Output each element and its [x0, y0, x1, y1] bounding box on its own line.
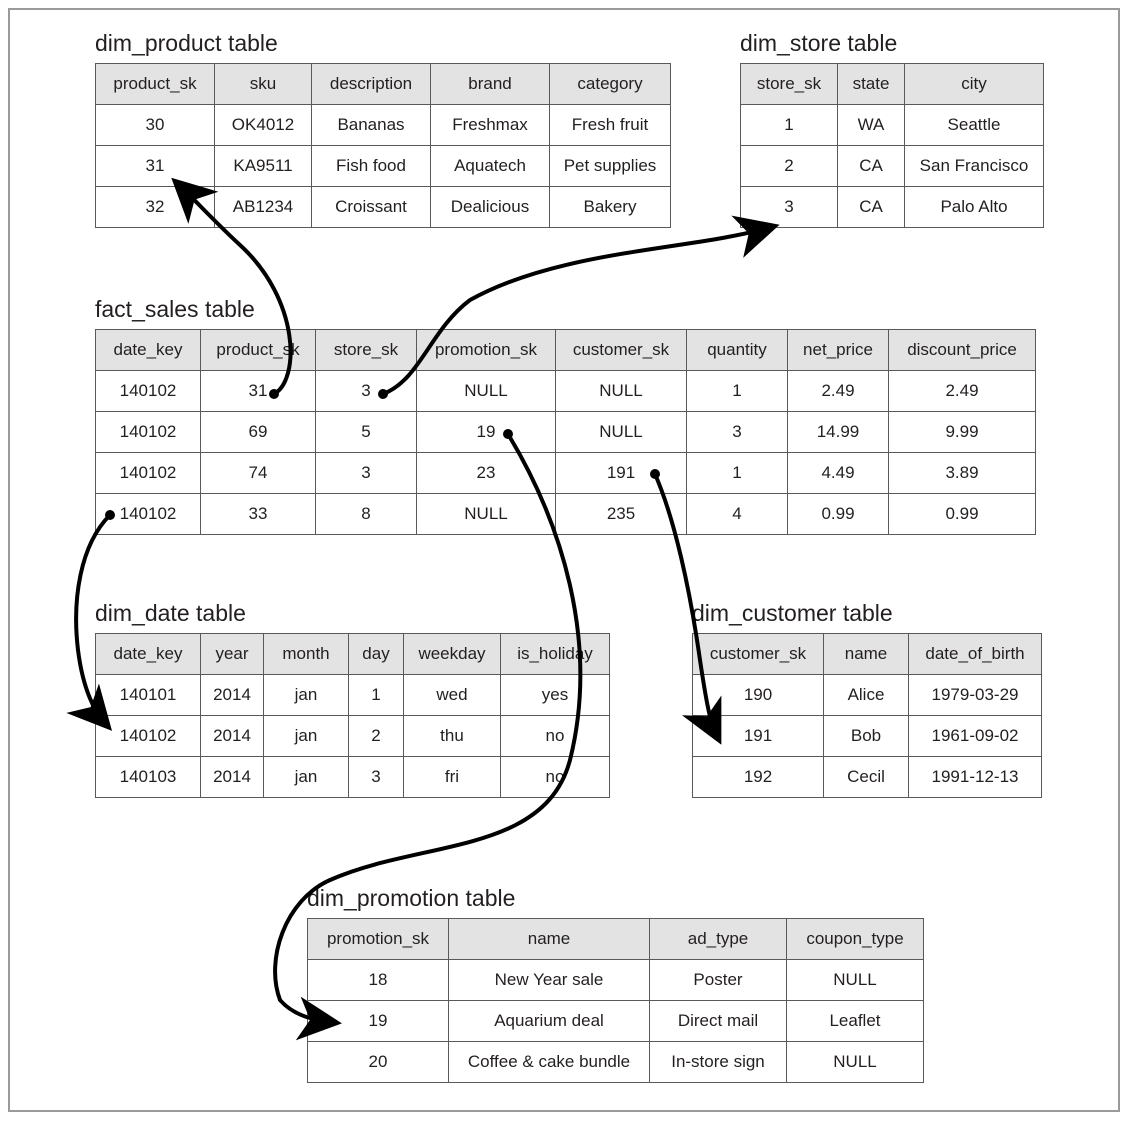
- column-header: store_sk: [316, 330, 417, 371]
- table-grid-dim-product: [95, 63, 671, 228]
- cell: 5: [316, 412, 417, 453]
- cell: 20: [308, 1042, 449, 1083]
- cell: 1: [741, 105, 838, 146]
- table-row: [96, 146, 671, 187]
- cell: 1961-09-02: [909, 716, 1042, 757]
- cell: AB1234: [215, 187, 312, 228]
- table-row: [741, 187, 1044, 228]
- cell: NULL: [417, 371, 556, 412]
- table-row: [693, 716, 1042, 757]
- table-row: [741, 146, 1044, 187]
- table-dim-date: [95, 600, 610, 798]
- column-header: date_key: [96, 634, 201, 675]
- cell: 32: [96, 187, 215, 228]
- cell: 2014: [201, 716, 264, 757]
- column-header: day: [349, 634, 404, 675]
- cell: WA: [838, 105, 905, 146]
- table-header-row: [96, 634, 610, 675]
- cell: no: [501, 716, 610, 757]
- cell: 74: [201, 453, 316, 494]
- column-header: month: [264, 634, 349, 675]
- table-fact-sales: [95, 296, 1036, 535]
- cell: 19: [417, 412, 556, 453]
- cell: 33: [201, 494, 316, 535]
- table-dim-promotion: [307, 885, 924, 1083]
- cell: 2: [349, 716, 404, 757]
- table-dim-product: [95, 30, 671, 228]
- cell: 8: [316, 494, 417, 535]
- cell: 3: [687, 412, 788, 453]
- cell: Direct mail: [650, 1001, 787, 1042]
- cell: Coffee & cake bundle: [449, 1042, 650, 1083]
- cell: thu: [404, 716, 501, 757]
- table-title-fact-sales: fact_sales table: [95, 296, 255, 322]
- cell: 3.89: [889, 453, 1036, 494]
- cell: 140101: [96, 675, 201, 716]
- cell: NULL: [556, 412, 687, 453]
- cell: 140102: [96, 716, 201, 757]
- column-header: date_key: [96, 330, 201, 371]
- cell: KA9511: [215, 146, 312, 187]
- cell: 1: [349, 675, 404, 716]
- cell: jan: [264, 757, 349, 798]
- cell: 0.99: [889, 494, 1036, 535]
- table-row: [96, 716, 610, 757]
- column-header: sku: [215, 64, 312, 105]
- column-header: brand: [431, 64, 550, 105]
- cell: Alice: [824, 675, 909, 716]
- table-grid-dim-customer: [692, 633, 1042, 798]
- table-dim-store: [740, 30, 1044, 228]
- cell: New Year sale: [449, 960, 650, 1001]
- table-grid-dim-store: [740, 63, 1044, 228]
- cell: 19: [308, 1001, 449, 1042]
- cell: 1979-03-29: [909, 675, 1042, 716]
- column-header: customer_sk: [556, 330, 687, 371]
- table-row: [741, 105, 1044, 146]
- cell: Bob: [824, 716, 909, 757]
- cell: 31: [201, 371, 316, 412]
- column-header: quantity: [687, 330, 788, 371]
- cell: 191: [556, 453, 687, 494]
- cell: 2: [741, 146, 838, 187]
- table-row: [308, 960, 924, 1001]
- table-title-dim-product: dim_product table: [95, 30, 278, 56]
- cell: 140102: [96, 494, 201, 535]
- table-row: [96, 412, 1036, 453]
- cell: Leaflet: [787, 1001, 924, 1042]
- table-header-row: [693, 634, 1042, 675]
- column-header: product_sk: [96, 64, 215, 105]
- column-header: store_sk: [741, 64, 838, 105]
- table-title-dim-date: dim_date table: [95, 600, 246, 626]
- cell: 190: [693, 675, 824, 716]
- cell: wed: [404, 675, 501, 716]
- cell: 23: [417, 453, 556, 494]
- column-header: state: [838, 64, 905, 105]
- column-header: ad_type: [650, 919, 787, 960]
- cell: NULL: [787, 1042, 924, 1083]
- cell: 140102: [96, 371, 201, 412]
- cell: 2.49: [889, 371, 1036, 412]
- table-grid-dim-date: [95, 633, 610, 798]
- cell: Palo Alto: [905, 187, 1044, 228]
- cell: Dealicious: [431, 187, 550, 228]
- column-header: product_sk: [201, 330, 316, 371]
- cell: Cecil: [824, 757, 909, 798]
- cell: 14.99: [788, 412, 889, 453]
- column-header: net_price: [788, 330, 889, 371]
- cell: 2014: [201, 675, 264, 716]
- column-header: customer_sk: [693, 634, 824, 675]
- cell: Croissant: [312, 187, 431, 228]
- table-header-row: [308, 919, 924, 960]
- cell: Aquarium deal: [449, 1001, 650, 1042]
- table-row: [96, 187, 671, 228]
- table-row: [96, 675, 610, 716]
- table-row: [96, 494, 1036, 535]
- cell: 140102: [96, 453, 201, 494]
- column-header: date_of_birth: [909, 634, 1042, 675]
- cell: Bakery: [550, 187, 671, 228]
- cell: OK4012: [215, 105, 312, 146]
- cell: 69: [201, 412, 316, 453]
- table-grid-fact-sales: [95, 329, 1036, 535]
- cell: no: [501, 757, 610, 798]
- table-dim-customer: [692, 600, 1042, 798]
- cell: Bananas: [312, 105, 431, 146]
- table-title-dim-customer: dim_customer table: [692, 600, 893, 626]
- cell: Poster: [650, 960, 787, 1001]
- table-row: [308, 1001, 924, 1042]
- cell: San Francisco: [905, 146, 1044, 187]
- column-header: promotion_sk: [308, 919, 449, 960]
- cell: 0.99: [788, 494, 889, 535]
- cell: 140102: [96, 412, 201, 453]
- cell: 2.49: [788, 371, 889, 412]
- column-header: name: [449, 919, 650, 960]
- cell: Pet supplies: [550, 146, 671, 187]
- cell: Aquatech: [431, 146, 550, 187]
- column-header: year: [201, 634, 264, 675]
- table-title-dim-promotion: dim_promotion table: [307, 885, 516, 911]
- table-row: [693, 675, 1042, 716]
- cell: NULL: [417, 494, 556, 535]
- table-row: [96, 371, 1036, 412]
- cell: 1: [687, 453, 788, 494]
- cell: In-store sign: [650, 1042, 787, 1083]
- cell: 9.99: [889, 412, 1036, 453]
- cell: CA: [838, 187, 905, 228]
- column-header: city: [905, 64, 1044, 105]
- cell: 3: [349, 757, 404, 798]
- cell: 2014: [201, 757, 264, 798]
- table-header-row: [96, 64, 671, 105]
- cell: Fish food: [312, 146, 431, 187]
- cell: 1: [687, 371, 788, 412]
- column-header: promotion_sk: [417, 330, 556, 371]
- cell: CA: [838, 146, 905, 187]
- cell: 235: [556, 494, 687, 535]
- cell: 18: [308, 960, 449, 1001]
- column-header: is_holiday: [501, 634, 610, 675]
- cell: Freshmax: [431, 105, 550, 146]
- column-header: category: [550, 64, 671, 105]
- cell: Seattle: [905, 105, 1044, 146]
- table-row: [96, 105, 671, 146]
- table-grid-dim-promotion: [307, 918, 924, 1083]
- table-row: [308, 1042, 924, 1083]
- column-header: coupon_type: [787, 919, 924, 960]
- column-header: description: [312, 64, 431, 105]
- cell: 3: [741, 187, 838, 228]
- table-row: [96, 453, 1036, 494]
- cell: jan: [264, 675, 349, 716]
- cell: 4.49: [788, 453, 889, 494]
- table-header-row: [96, 330, 1036, 371]
- cell: 191: [693, 716, 824, 757]
- cell: jan: [264, 716, 349, 757]
- cell: NULL: [556, 371, 687, 412]
- cell: 31: [96, 146, 215, 187]
- cell: 30: [96, 105, 215, 146]
- table-title-dim-store: dim_store table: [740, 30, 898, 56]
- table-row: [693, 757, 1042, 798]
- cell: Fresh fruit: [550, 105, 671, 146]
- cell: NULL: [787, 960, 924, 1001]
- column-header: weekday: [404, 634, 501, 675]
- cell: 4: [687, 494, 788, 535]
- cell: 3: [316, 453, 417, 494]
- table-row: [96, 757, 610, 798]
- table-header-row: [741, 64, 1044, 105]
- cell: fri: [404, 757, 501, 798]
- cell: 140103: [96, 757, 201, 798]
- column-header: discount_price: [889, 330, 1036, 371]
- cell: 3: [316, 371, 417, 412]
- column-header: name: [824, 634, 909, 675]
- cell: yes: [501, 675, 610, 716]
- cell: 1991-12-13: [909, 757, 1042, 798]
- cell: 192: [693, 757, 824, 798]
